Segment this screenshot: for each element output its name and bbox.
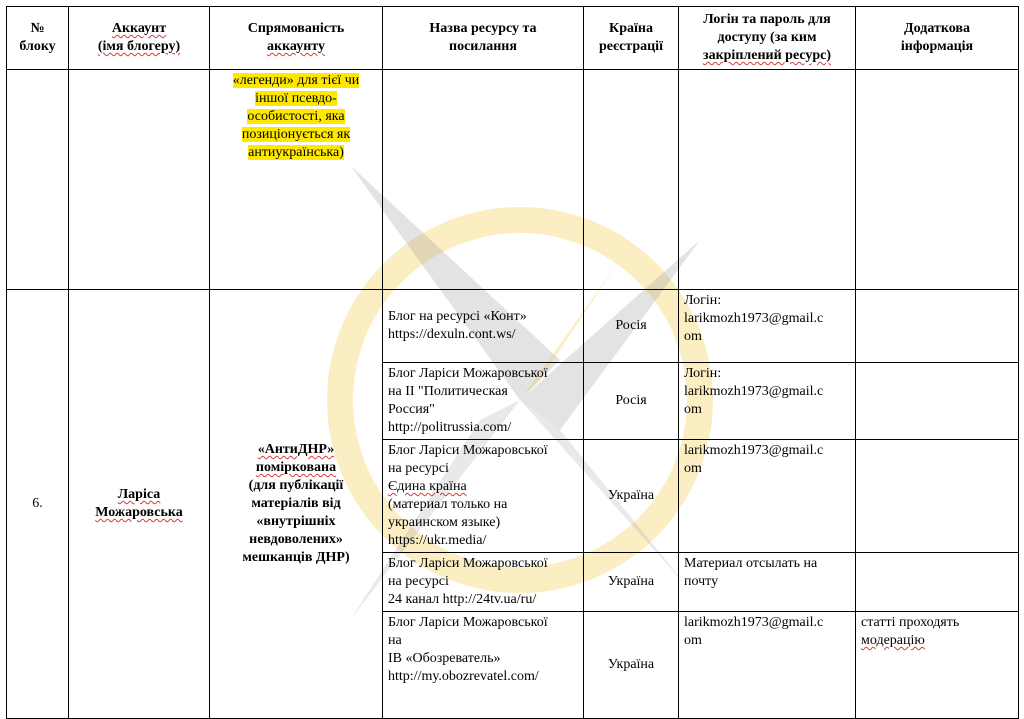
cell-empty <box>856 70 1019 290</box>
header-resource: Назва ресурсу та посилання <box>383 7 584 70</box>
header-account: Аккаунт (імя блогеру) <box>69 7 210 70</box>
cell-country: Росія <box>584 363 679 440</box>
cell-info <box>856 553 1019 612</box>
cell-empty <box>7 70 69 290</box>
cell-empty <box>69 70 210 290</box>
cell-login: Логін: larikmozh1973@gmail.c om <box>679 290 856 363</box>
table-row <box>7 290 1019 363</box>
cell-login: larikmozh1973@gmail.c om <box>679 612 856 719</box>
cell-info <box>856 440 1019 553</box>
document-table <box>6 6 1019 719</box>
cell-empty <box>383 70 584 290</box>
cell-resource: Блог Ларіси Можаровської на ресурсі 24 канал http://24tv.ua/ru/ <box>383 553 584 612</box>
cell-login: larikmozh1973@gmail.c om <box>679 440 856 553</box>
header-info: Додаткова інформація <box>856 7 1019 70</box>
cell-login: Материал отсылать на почту <box>679 553 856 612</box>
cell-country: Росія <box>584 290 679 363</box>
cell-country: Україна <box>584 612 679 719</box>
cell-country: Україна <box>584 553 679 612</box>
cell-resource: Блог на ресурсі «Конт» https://dexuln.cont.ws/ <box>383 290 584 363</box>
header-login: Логін та пароль для доступу (за ким закріплений ресурс) <box>679 7 856 70</box>
cell-login: Логін: larikmozh1973@gmail.c om <box>679 363 856 440</box>
cell-resource: Блог Ларіси Можаровської на ресурсі Єдина країна (материал только на украинском языке) https://ukr.media/ <box>383 440 584 553</box>
header-focus: Спрямованість аккаунту <box>210 7 383 70</box>
cell-empty <box>679 70 856 290</box>
cell-focus-continued: «легенди» для тієї чи іншої псевдо- особистості, яка позиціонується як антиукраїнська) <box>210 70 383 290</box>
continuation-row <box>7 70 1019 290</box>
cell-info <box>856 363 1019 440</box>
cell-resource: Блог Ларіси Можаровської на ІВ «Обозреватель» http://my.obozrevatel.com/ <box>383 612 584 719</box>
cell-resource: Блог Ларіси Можаровської на ІІ "Политическая Россия" http://politrussia.com/ <box>383 363 584 440</box>
cell-info <box>856 290 1019 363</box>
header-row <box>7 7 1019 70</box>
cell-empty <box>584 70 679 290</box>
cell-country: Україна <box>584 440 679 553</box>
cell-info: статті проходять модерацію <box>856 612 1019 719</box>
cell-account-focus: «АнтиДНР» поміркована (для публікації матеріалів від «внутрішніх невдоволених» мешканців ДНР) <box>210 290 383 719</box>
cell-block-number: 6. <box>7 290 69 719</box>
header-block-number: № блоку <box>7 7 69 70</box>
header-country: Країна реєстрації <box>584 7 679 70</box>
cell-account-name: Ларіса Можаровська <box>69 290 210 719</box>
